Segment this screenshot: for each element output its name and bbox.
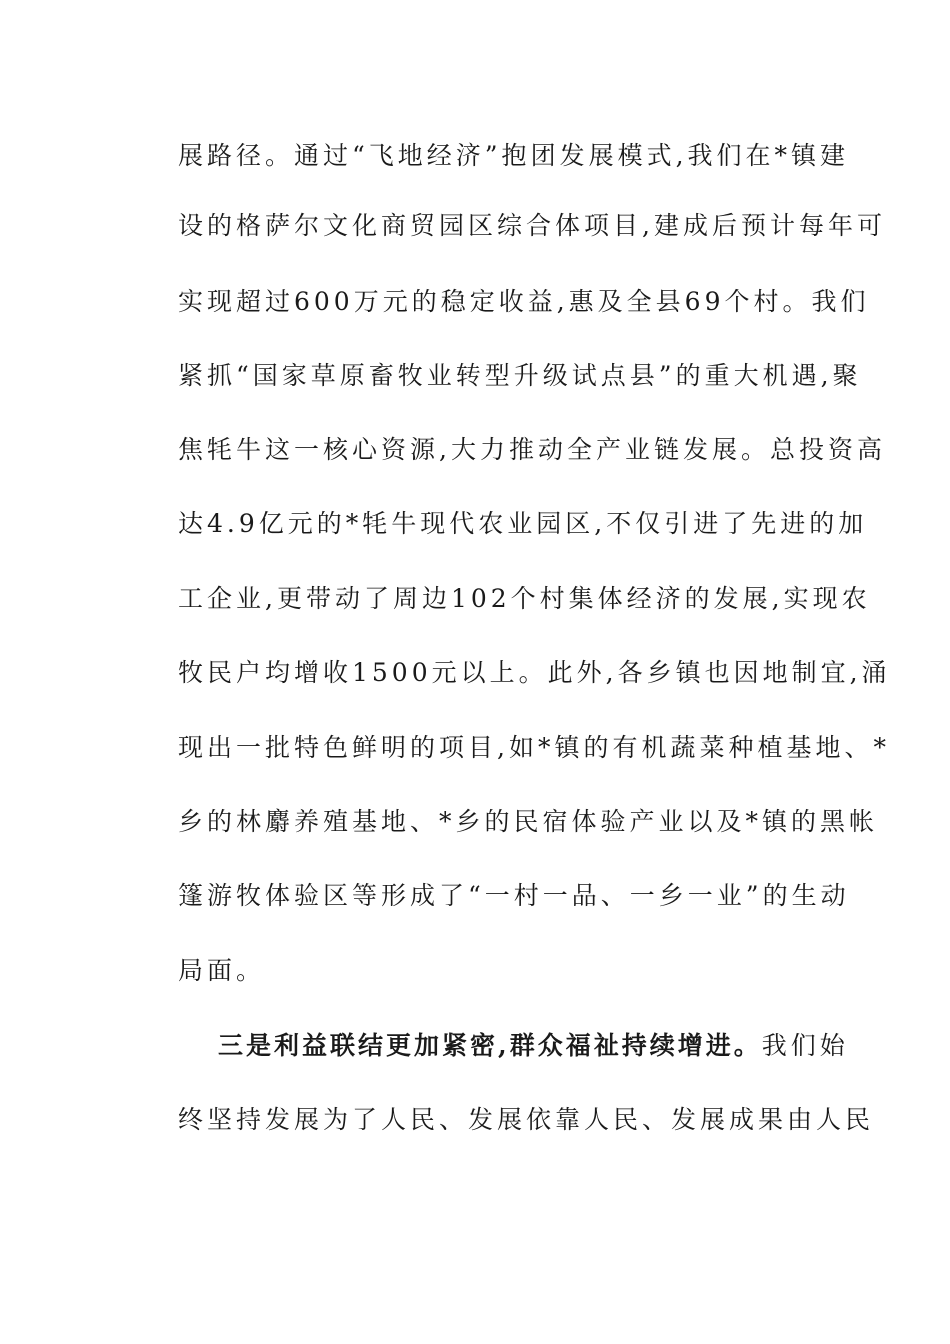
paragraph-line: 紧抓“国家草原畜牧业转型升级试点县”的重大机遇,聚 [178, 361, 862, 390]
paragraph-line: 达4.9亿元的*牦牛现代农业园区,不仅引进了先进的加 [178, 509, 868, 538]
paragraph-line: 设的格萨尔文化商贸园区综合体项目,建成后预计每年可 [178, 211, 886, 240]
paragraph-line: 局面。 [178, 956, 266, 985]
paragraph2-line1-text: 我们始 [761, 1031, 849, 1060]
paragraph2-first-line [218, 1030, 849, 1062]
paragraph2-heading: 三是利益联结更加紧密,群众福祉持续增进。 [218, 1031, 762, 1060]
paragraph-line: 终坚持发展为了人民、发展依靠人民、发展成果由人民 [178, 1105, 875, 1134]
paragraph-line: 工企业,更带动了周边102个村集体经济的发展,实现农 [178, 584, 871, 613]
paragraph-line: 焦牦牛这一核心资源,大力推动全产业链发展。总投资高 [178, 435, 886, 464]
paragraph-line: 展路径。通过“飞地经济”抱团发展模式,我们在*镇建 [178, 141, 850, 170]
paragraph-line: 现出一批特色鲜明的项目,如*镇的有机蔬菜种植基地、* [178, 733, 890, 762]
paragraph-line: 实现超过600万元的稳定收益,惠及全县69个村。我们 [178, 287, 870, 316]
paragraph-line: 牧民户均增收1500元以上。此外,各乡镇也因地制宜,涌 [178, 658, 891, 687]
paragraph-line: 篷游牧体验区等形成了“一村一品、一乡一业”的生动 [178, 881, 850, 910]
paragraph-line: 乡的林麝养殖基地、*乡的民宿体验产业以及*镇的黑帐 [178, 807, 879, 836]
